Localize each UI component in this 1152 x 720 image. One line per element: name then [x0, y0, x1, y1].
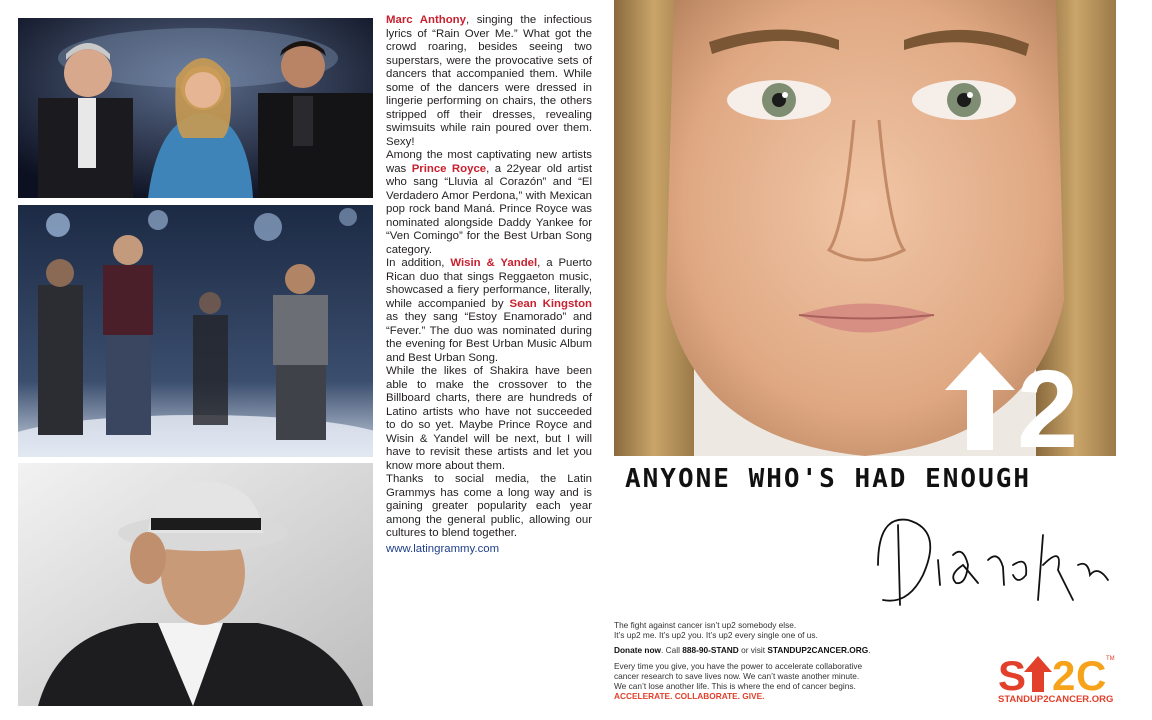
ad-fineprint	[614, 620, 944, 701]
article-paragraph-5: Thanks to social media, the Latin Grammys has come a long way and is gaining greater popularity each year among the general public, allowing our cultures to blend together.	[386, 473, 592, 539]
photo-concert-performance	[18, 205, 373, 457]
paragraph-text: as they sang “Estoy Enamorado” and “Fever.” The duo was nominated during the evening for Best Urban Music Album and Best Urban Song.	[386, 311, 592, 364]
fineprint-line: We can’t lose another life. This is where the end of cancer begins.	[614, 681, 856, 692]
donate-line	[614, 645, 944, 655]
artist-name: Prince Royce	[411, 162, 487, 175]
cta-line: ACCELERATE. COLLABORATE. GIVE.	[614, 691, 765, 702]
logo-trademark: TM	[1106, 656, 1115, 662]
photo-portrait-fedora	[18, 463, 373, 706]
logo-s: S	[998, 652, 1027, 694]
artist-name: Wisin & Yandel	[450, 257, 538, 269]
logo-two: 2	[1052, 652, 1076, 694]
paragraph-text: , a Puerto Rican duo that sings Reggaeton music, showcased a fiery performance, literally, while accompanied by	[386, 257, 592, 310]
ad-tagline: ANYONE WHO'S HAD ENOUGH	[625, 464, 1032, 494]
logo-c: C	[1076, 652, 1107, 694]
logo-arrow-icon	[1024, 656, 1052, 692]
up2-number: 2	[1017, 352, 1079, 452]
website-link[interactable]: STANDUP2CANCER.ORG	[767, 645, 869, 656]
su2c-url[interactable]: STANDUP2CANCER.ORG	[998, 694, 1114, 705]
signature	[868, 505, 1118, 625]
fineprint-line: cancer research to save lives now. We can’t waste another minute.	[614, 670, 860, 681]
fineprint-text: or visit	[738, 645, 768, 656]
artist-name: Marc Anthony	[386, 14, 466, 26]
article-paragraph-3	[386, 257, 592, 365]
artist-name: Sean Kingston	[509, 297, 592, 310]
paragraph-text: , singing the infectious lyrics of “Rain Over Me.” What got the crowd roaring, besides seeing two superstars, were the provocative sets of dancers that accompanied them. While some of the dancers were dressed in lingerie performing on chairs, the others stripped off their dresses, revealing swimsuits while rain poured over them. Sexy!	[386, 14, 592, 148]
up2-logo	[945, 352, 1095, 452]
article-paragraph-2	[386, 149, 592, 257]
fineprint-line: It’s up2 me. It’s up2 you. It’s up2 every single one of us.	[614, 630, 818, 641]
su2c-logo	[998, 652, 1118, 694]
photo-award-presentation	[18, 18, 373, 198]
article-paragraph-4: While the likes of Shakira have been able to make the crossover to the Billboard charts, there are hundreds of Latino artists who have not succeeded to do so yet. Maybe Prince Royce and Wisin & Yandel will be next, but I will have to revisit these artists and let you know more about them.	[386, 365, 592, 472]
fineprint-line: The fight against cancer isn’t up2 somebody else.	[614, 620, 797, 630]
phone-number[interactable]: 888-90-STAND	[682, 645, 739, 656]
paragraph-text: , a 22year old artist who sang “Lluvia al Corazón” and “El Verdadero Amor Perdona,” with Mexican pop rock band Maná. Prince Royce was nominated alongside Daddy Yankee for “Ven Comingo” for the Best Urban Song category.	[386, 162, 593, 256]
fineprint-text: .	[868, 645, 871, 656]
paragraph-text: Among the most captivating new artists was	[386, 149, 592, 175]
donate-label: Donate now	[614, 645, 662, 656]
fineprint-text: . Call	[661, 645, 683, 656]
paragraph-text: In addition,	[386, 257, 451, 269]
fineprint-line: Every time you give, you have the power to accelerate collaborative	[614, 660, 863, 671]
article-column	[386, 14, 592, 556]
article-paragraph-1	[386, 14, 592, 149]
up-arrow-icon	[945, 352, 1015, 450]
source-link[interactable]: www.latingrammy.com	[386, 542, 500, 555]
